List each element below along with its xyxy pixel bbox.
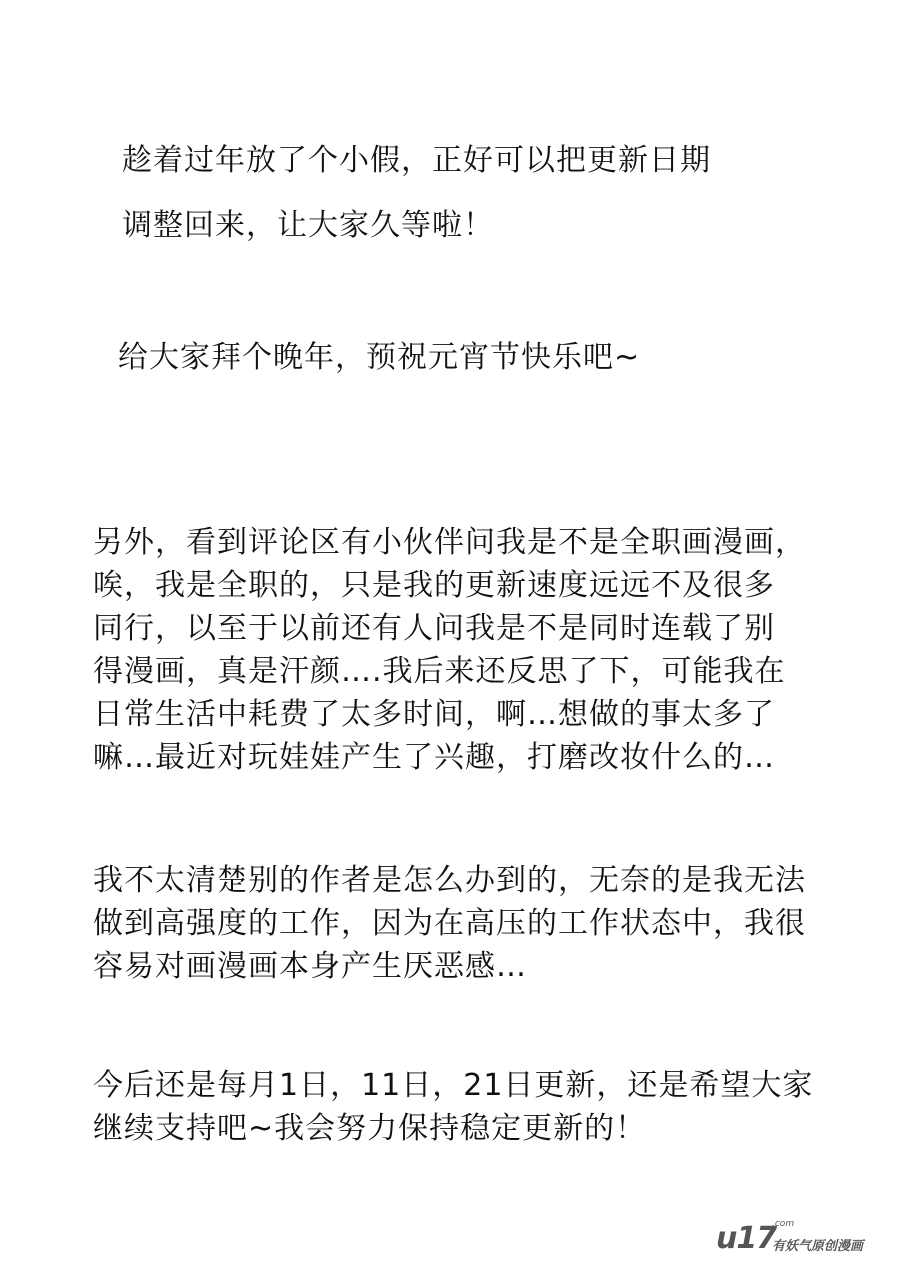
intro-line-2: 调整回来，让大家久等啦！ (122, 208, 494, 243)
fulltime-line-3: 同行，以至于以前还有人问我是不是同时连载了别 (93, 611, 775, 646)
fulltime-line-2: 唉，我是全职的，只是我的更新速度远远不及很多 (93, 568, 775, 603)
u17-slogan: 有妖气原创漫画 (772, 1239, 864, 1254)
schedule-line-2: 继续支持吧~我会努力保持稳定更新的！ (93, 1111, 647, 1146)
greeting-line: 给大家拜个晚年，预祝元宵节快乐吧~ (118, 340, 641, 375)
pressure-line-3: 容易对画漫画本身产生厌恶感… (93, 949, 527, 984)
schedule-line-1: 今后还是每月1日，11日，21日更新，还是希望大家 (93, 1068, 814, 1103)
pressure-line-2: 做到高强度的工作，因为在高压的工作状态中，我很 (93, 906, 806, 941)
fulltime-line-1: 另外，看到评论区有小伙伴问我是不是全职画漫画， (93, 525, 806, 560)
u17-logo: u17 (716, 1221, 777, 1256)
u17-dotcom: .com (772, 1219, 795, 1229)
fulltime-line-4: 得漫画，真是汗颜….我后来还反思了下，可能我在 (93, 654, 786, 689)
fulltime-line-5: 日常生活中耗费了太多时间，啊…想做的事太多了 (93, 697, 775, 732)
fulltime-line-6: 嘛…最近对玩娃娃产生了兴趣，打磨改妆什么的… (93, 740, 775, 775)
u17-watermark (716, 1219, 886, 1259)
intro-line-1: 趁着过年放了个小假，正好可以把更新日期 (122, 143, 711, 178)
pressure-line-1: 我不太清楚别的作者是怎么办到的，无奈的是我无法 (93, 863, 806, 898)
